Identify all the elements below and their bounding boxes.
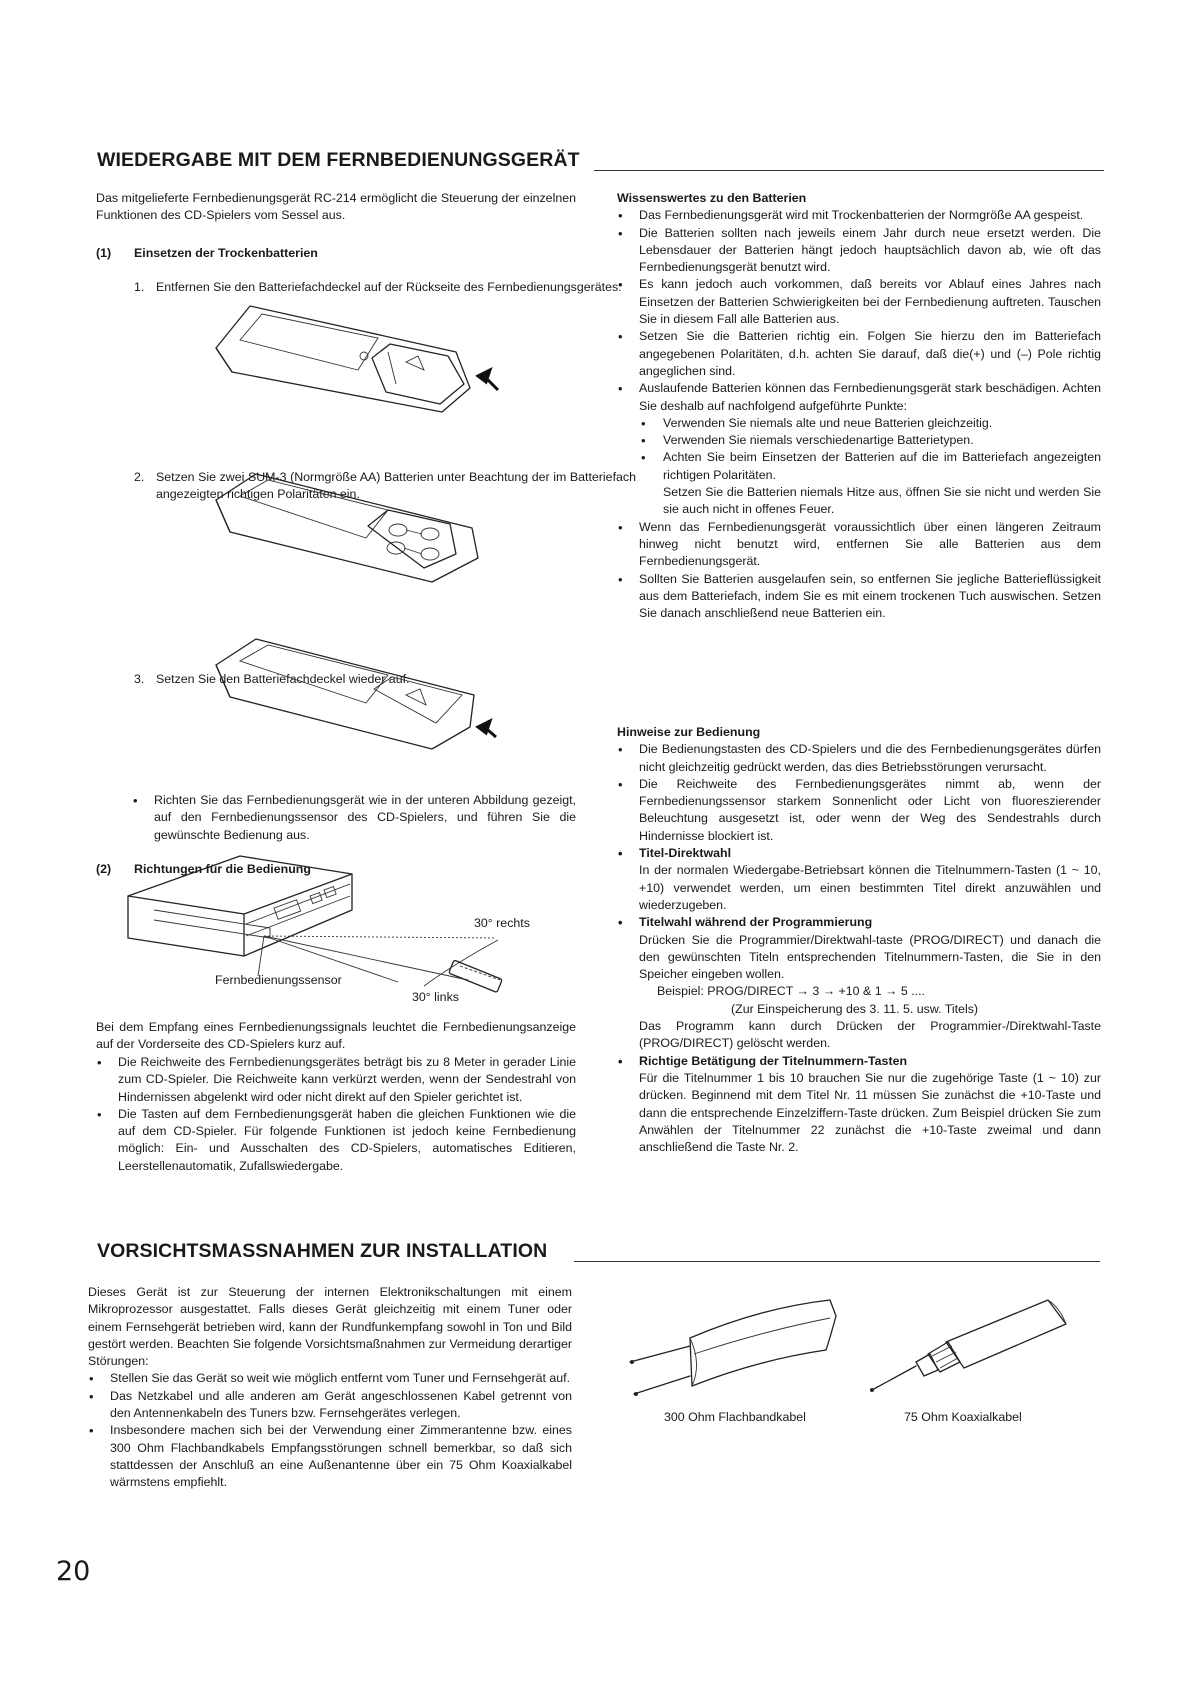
keys-text: Für die Titelnummer 1 bis 10 brauchen Sie nur die zugehörige Taste (1 ~ 10) zur drücken. Beginnend mit dem Titel Nr. 11 müssen Sie zunächst die +10-Taste und dann die entsprechende Einzelziffern-Taste drücken. Zum Beispiel drücken Sie zum Anwählen der Titelnummer 22 zunächst die +10-Taste zweimal und dann anschließend die Taste Nr. 2.	[639, 1070, 1101, 1155]
keys-title: • Richtige Betätigung der Titelnummern-Tasten	[617, 1053, 1101, 1070]
program-clear-text: Das Programm kann durch Drücken der Programmier-/Direktwahl-Taste (PROG/DIRECT) gelöscht werden.	[639, 1019, 1101, 1051]
part1-title	[96, 245, 614, 262]
program-example-note: (Zur Einspeicherung des 3. 11. 5. usw. Titels)	[731, 1001, 979, 1016]
remote-cover-closed-illustration	[210, 635, 510, 755]
remote-batteries-illustration	[210, 470, 510, 590]
coax-cable-label: 75 Ohm Koaxialkabel	[904, 1410, 1022, 1424]
battery-bullet-1: • Das Fernbedienungsgerät wird mit Trockenbatterien der Normgröße AA gespeist.	[617, 207, 1101, 224]
install-bullet-3: • Insbesondere machen sich bei der Verwendung einer Zimmerantenne bzw. eines 300 Ohm Flachbandkabels Empfangsstörungen schnell bemerkbar, so daß sich stattdessen der Anschluß an eine Außenantenne über ein 75 Ohm Koaxialkabel wärmstens empfiehlt.	[88, 1422, 572, 1491]
label-30-right: 30° rechts	[474, 916, 530, 930]
program-select-title: • Titelwahl während der Programmierung	[617, 914, 1101, 931]
heading-rule	[594, 170, 1104, 171]
left-bullets	[96, 1054, 576, 1175]
section-heading-remote: WIEDERGABE MIT DEM FERNBEDIENUNGSGERÄT	[97, 149, 580, 171]
intro-text: Das mitgelieferte Fernbedienungsgerät RC-214 ermöglicht die Steuerung der einzelnen Funktionen des CD-Spielers vom Sessel aus.	[96, 191, 576, 223]
after-diagram-text: Bei dem Empfang eines Fernbedienungssignals leuchtet die Fernbedienungsanzeige auf der Vorderseite des CD-Spielers kurz auf.	[96, 1020, 576, 1052]
heading-rule-2	[574, 1261, 1100, 1262]
batteries-title: Wissenswertes zu den Batterien	[617, 191, 807, 205]
battery-bullet-6: • Wenn das Fernbedienungsgerät voraussichtlich über einen längeren Zeitraum hinweg nicht benutzt wird, entfernen Sie alle Batterien aus dem Fernbedienungsgerät.	[617, 519, 1101, 571]
left-bullet-1: • Die Reichweite des Fernbedienungsgerätes beträgt bis zu 8 Meter in gerader Linie zum CD-Spieler. Die Reichweite kann verkürzt werden, wenn der Sendestrahl von Hindernissen abgelenkt wird oder nicht direkt auf den Spieler gerichtet ist.	[96, 1054, 576, 1106]
part2-title-text: Richtungen für die Bedienung	[134, 862, 311, 877]
step-2-text: Setzen Sie zwei SUM-3 (Normgröße AA) Batterien unter Beachtung der im Batteriefach angezeigten richtigen Polaritäten ein.	[156, 469, 636, 501]
part1-title-text: Einsetzen der Trockenbatterien	[134, 246, 318, 260]
install-block	[88, 1284, 572, 1492]
battery-subbullet-3: • Achten Sie beim Einsetzen der Batterien auf die im Batteriefach angezeigten richtigen Polaritäten.	[617, 449, 1101, 484]
batteries-block	[617, 190, 1101, 622]
flat-cable-illustration	[630, 1298, 840, 1398]
part1-number: (1)	[96, 246, 112, 260]
left-bullet-2: • Die Tasten auf dem Fernbedienungsgerät haben die gleichen Funktionen wie die auf dem CD-Spieler. Für folgende Funktionen ist jedoch keine Fernbedienung möglich: Ein- und Ausschalten des CD-Spielers, automatisches Editieren, Leerstellenautomatik, Zufallswiedergabe.	[96, 1106, 576, 1175]
battery-bullet-2: • Die Batterien sollten nach jeweils einem Jahr durch neue ersetzt werden. Die Lebensdauer der Batterien hängt jedoch hauptsächlich davon ab, wie oft das Fernbedienungsgerät benutzt wird.	[617, 225, 1101, 277]
battery-subbullet-1: • Verwenden Sie niemals alte und neue Batterien gleichzeitig.	[617, 415, 1101, 432]
direct-select-text: In der normalen Wiedergabe-Betriebsart können die Titelnummern-Tasten (1 ~ 10, +10) verwendet werden, um einen bestimmten Titel direkt anzuwählen und wiederzugeben.	[639, 863, 1101, 912]
battery-bullet-3: • Es kann jedoch auch vorkommen, daß bereits vor Ablauf eines Jahres nach Einsetzen der Batterien Schwierigkeiten bei der Fernbedienung auftreten. Tauschen Sie in diesem Fall alle Batterien aus.	[617, 276, 1101, 328]
direct-select-title: • Titel-Direktwahl	[617, 845, 1101, 862]
step-3-number: 3.	[134, 672, 145, 687]
page-number: 20	[56, 1556, 91, 1587]
battery-bullet-7: • Sollten Sie Batterien ausgelaufen sein, so entfernen Sie jegliche Batterieflüssigkeit aus dem Batteriefach, indem Sie es mit einem trockenen Tuch auswischen. Setzen Sie danach anschließend neue Batterien ein.	[617, 571, 1101, 623]
part2-number: (2)	[96, 862, 112, 877]
battery-sub-note: Setzen Sie die Batterien niemals Hitze aus, öffnen Sie sie nicht und werden Sie sie auch nicht in offenes Feuer.	[663, 485, 1101, 517]
part2-bullet-text: • Richten Sie das Fernbedienungsgerät wie in der unteren Abbildung gezeigt, auf den Fernbedienungssensor des CD-Spielers, und führen Sie die gewünschte Bedienung aus.	[132, 792, 576, 844]
coax-cable-illustration	[868, 1296, 1078, 1396]
remote-direction-diagram	[124, 852, 554, 1012]
step-1-text: Entfernen Sie den Batteriefachdeckel auf der Rückseite des Fernbedienungsgerätes.	[156, 280, 622, 295]
label-30-left: 30° links	[412, 990, 459, 1004]
battery-bullet-5: • Auslaufende Batterien können das Fernbedienungsgerät stark beschädigen. Achten Sie deshalb auf nachfolgend aufgeführte Punkte:	[617, 380, 1101, 415]
program-select-text: Drücken Sie die Programmier/Direktwahl-taste (PROG/DIRECT) und danach die den gewünschten Titeln entsprechenden Titelnummern-Tasten, die Sie in den Speicher eingeben wollen.	[639, 932, 1101, 982]
part2-bullet	[132, 792, 576, 844]
flat-cable-label: 300 Ohm Flachbandkabel	[664, 1410, 806, 1424]
step-1-number: 1.	[134, 280, 145, 295]
step-1	[96, 279, 636, 296]
operation-block	[617, 724, 1101, 1156]
battery-subbullet-2: • Verwenden Sie niemals verschiedenartige Batterietypen.	[617, 432, 1101, 449]
operation-title: Hinweise zur Bedienung	[617, 725, 761, 739]
section-heading-install: VORSICHTSMASSNAHMEN ZUR INSTALLATION	[97, 1240, 548, 1262]
install-intro: Dieses Gerät ist zur Steuerung der internen Elektronikschaltungen mit einem Mikroprozessor ausgestattet. Falls dieses Gerät gleichzeitig mit einem Tuner oder einem Fernsehgerät betrieben wird, kann der Rundfunkempfang sowohl in Ton und Bild gestört werden. Beachten Sie folgende Vorsichtsmaßnahmen zur Vermeidung derartiger Störungen:	[88, 1285, 572, 1369]
step-3-text: Setzen Sie den Batteriefachdeckel wieder auf.	[156, 672, 410, 687]
operation-bullet-1: • Die Bedienungstasten des CD-Spielers und die des Fernbedienungsgerätes dürfen nicht gleichzeitig gedrückt werden, das dies Betriebsstörungen verursacht.	[617, 741, 1101, 776]
install-bullet-1: • Stellen Sie das Gerät so weit wie möglich entfernt vom Tuner und Fernsehgerät auf.	[88, 1370, 572, 1387]
program-example: Beispiel: PROG/DIRECT → 3 → +10 & 1 → 5 ....	[657, 984, 925, 999]
operation-bullet-2: • Die Reichweite des Fernbedienungsgerätes nimmt ab, wenn der Fernbedienungssensor starkem Sonnenlicht oder Licht von fluoreszierender Beleuchtung ausgesetzt ist, oder wenn der Weg des Sendestrahls durch Hindernisse blockiert ist.	[617, 776, 1101, 845]
battery-bullet-4: • Setzen Sie die Batterien richtig ein. Folgen Sie hierzu den im Batteriefach angegebenen Polaritäten, d.h. achten Sie darauf, daß die(+) und (–) Pole richtig angeglichen sind.	[617, 328, 1101, 380]
remote-cover-open-illustration	[210, 300, 510, 420]
step-2-number: 2.	[134, 469, 145, 484]
label-sensor: Fernbedienungssensor	[215, 973, 342, 987]
install-bullet-2: • Das Netzkabel und alle anderen am Gerät angeschlossenen Kabel getrennt von den Antennenkabeln des Tuners bzw. Fernsehgerätes verlegen.	[88, 1388, 572, 1423]
